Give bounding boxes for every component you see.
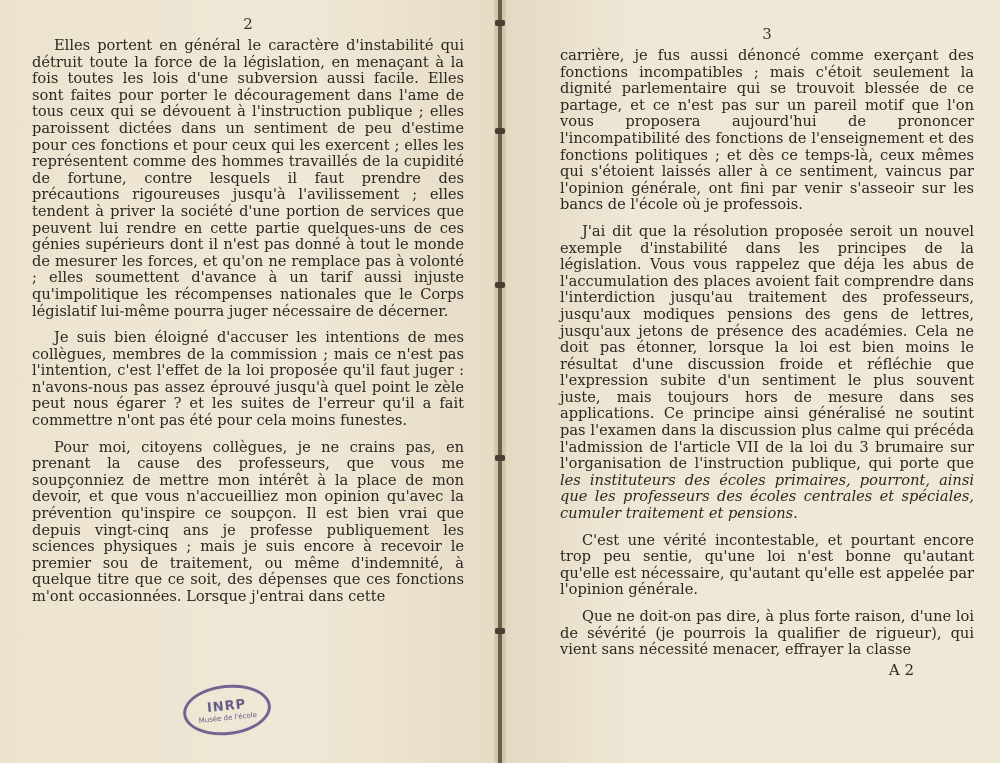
binding-knot: [495, 20, 505, 26]
paragraph: Je suis bien éloigné d'accuser les intentions de mes collègues, membres de la commission ; mais ce n'est pas l'intention, c'est l'effet de la loi proposée qu'il faut juger : n'avons-nous pas assez éprouvé jusqu'à quel point le zèle peut nous égarer ? et les suites de l'erreur qu'il a fait commettre n'ont pas été pour cela moins funestes.: [32, 329, 464, 430]
paragraph-text: J'ai dit que la résolution proposée seroit un nouvel exemple d'instabilité dans les principes de la législation. Vous vous rappelez que déja les abus de l'accumulation des places avoient fait comprendre dans l'interdiction jusqu'au traitement des professeurs, jusqu'aux modiques pensions des gens de lettres, jusqu'aux jetons de présence des académies. Cela ne doit pas étonner, lorsque la loi est bien moins le résultat d'une discussion froide et réfléchie que l'expression subite d'un sentiment le plus souvent juste, mais toujours hors de mesure dans ses applications. Ce principe ainsi généralisé ne soutint pas l'examen dans la discussion plus calme qui précéda l'admission de l'article VII de la loi du 3 brumaire sur l'organisation de l'instruction publique, qui porte que: [560, 222, 974, 473]
paragraph: carrière, je fus aussi dénoncé comme exerçant des fonctions incompatibles ; mais c'étoit seulement la dignité parlementaire qui se trouvoit blessée de ce partage, et ce n'est pas sur un pareil motif que l'on vous proposera aujourd'hui de prononcer l'incompatibilité des fonctions de l'enseignement et des fonctions politiques ; et dès ce temps-là, ceux mêmes qui s'étoient laissés aller à ce sentiment, vaincus par l'opinion générale, ont fini par venir s'asseoir sur les bancs de l'école où je professois.: [560, 47, 974, 214]
stamp-sub-text: Musée de l'école: [198, 710, 258, 725]
left-page-text: [32, 38, 464, 606]
paragraph: C'est une vérité incontestable, et pourtant encore trop peu sentie, qu'une loi n'est bonne qu'autant qu'elle est nécessaire, qu'autant qu'elle est appelée par l'opinion générale.: [560, 531, 974, 599]
paragraph: [560, 224, 974, 523]
binding-thread: [498, 0, 502, 763]
italic-quote: les instituteurs des écoles primaires, pourront, ainsi que les professeurs des écoles centrales et spéciales, cumuler traitement et pensions.: [560, 471, 974, 523]
paragraph: Pour moi, citoyens collègues, je ne crains pas, en prenant la cause des professeurs, que vous me soupçonniez de mettre mon intérêt à la place de mon devoir, et que vous n'accueilliez mon opinion qu'avec la prévention qu'inspire ce soupçon. Il est bien vrai que depuis vingt-cinq ans je professe publiquement les sciences physiques ; mais je suis encore à recevoir le premier sou de traitement, ou même d'indemnité, à quelque titre que ce soit, des dépenses que ces fonctions m'ont occasionnées. Lorsque j'entrai dans cette: [32, 438, 464, 605]
right-page-text: [560, 48, 974, 659]
printer-signature: A 2: [888, 660, 914, 679]
page-number-right: 3: [762, 25, 772, 43]
binding-knot: [495, 455, 505, 461]
paragraph: Elles portent en général le caractère d'instabilité qui détruit toute la force de la législation, en menaçant à la fois toutes les lois d'une subversion aussi facile. Elles sont faites pour porter le découragement dans l'ame de tous ceux qui se dévouent à l'instruction publique ; elles paroissent dictées dans un sentiment de peu d'estime pour ces fonctions et pour ceux qui les exercent ; elles les représentent comme des hommes travaillés de la cupidité de fortune, contre lesquels il faut prendre des précautions rigoureuses jusqu'à l'avilissement ; elles tendent à priver la société d'une portion de services que peuvent lui rendre en cette partie quelques-uns de ces génies supérieurs dont il n'est pas donné à tout le monde de mesurer les forces, et qu'on ne remplace pas à volonté ; elles soumettent d'avance à un tarif aussi injuste qu'impolitique les récompenses nationales que le Corps législatif lui-même pourra juger nécessaire de décerner.: [32, 37, 464, 320]
paragraph: Que ne doit-on pas dire, à plus forte raison, d'une loi de sévérité (je pourrois la qualifier de rigueur), qui vient sans nécessité menacer, effrayer la classe: [560, 608, 974, 659]
binding-knot: [495, 628, 505, 634]
right-page: [506, 0, 1000, 763]
page-number-left: 2: [243, 15, 253, 33]
stamp-main-text: INRP: [206, 696, 247, 716]
left-page: [0, 0, 494, 763]
binding-knot: [495, 128, 505, 134]
binding-knot: [495, 282, 505, 288]
